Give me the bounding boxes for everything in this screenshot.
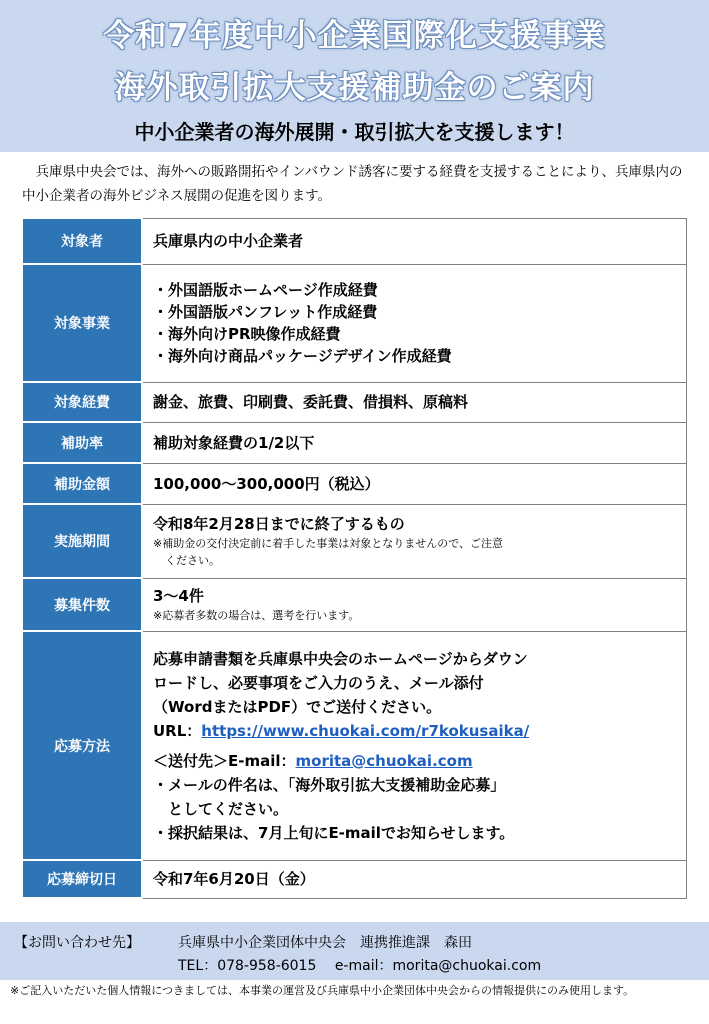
count-note: ※応募者多数の場合は、選考を行います。 <box>153 609 360 622</box>
label-target: 対象者 <box>22 218 142 264</box>
url-label: URL： <box>153 721 202 740</box>
value-method <box>142 631 687 860</box>
result-line: ・採択結果は、7月上旬にE-mailでお知らせします。 <box>153 823 515 842</box>
url-link[interactable]: https://www.chuokai.com/r7kokusaika/ <box>201 721 530 740</box>
count-text: 3〜4件 <box>153 587 204 605</box>
label-projects: 対象事業 <box>22 264 142 382</box>
value-target: 兵庫県内の中小企業者 <box>142 218 687 264</box>
table-row-target <box>22 218 687 264</box>
method-line-3: （WordまたはPDF）でご送付ください。 <box>153 697 442 716</box>
title-line-2: 海外取引拡大支援補助金のご案内 <box>114 70 595 106</box>
value-deadline: 令和7年6月20日（金） <box>142 860 687 898</box>
period-text: 令和8年2月28日までに終了するもの <box>153 515 405 533</box>
value-rate: 補助対象経費の1/2以下 <box>142 422 687 463</box>
period-note-1: ※補助金の交付決定前に着手した事業は対象となりませんので、ご注意 <box>153 537 503 550</box>
table-row-projects <box>22 264 687 382</box>
method-line-2: ロードし、必要事項をご入力のうえ、メール添付 <box>153 673 484 692</box>
label-count: 募集件数 <box>22 578 142 631</box>
label-rate: 補助率 <box>22 422 142 463</box>
subject-line-1: ・メールの件名は、「海外取引拡大支援補助金応募」 <box>153 775 506 794</box>
table-row-rate <box>22 422 687 463</box>
contact-band <box>0 922 709 980</box>
value-amount: 100,000〜300,000円（税込） <box>142 463 687 504</box>
project-item: ・外国語版パンフレット作成経費 <box>153 303 378 321</box>
table-row-count <box>22 578 687 631</box>
email-link[interactable]: morita@chuokai.com <box>295 751 473 770</box>
table-row-period <box>22 504 687 578</box>
table-row-expenses <box>22 382 687 422</box>
value-expenses: 謝金、旅費、印刷費、委託費、借損料、原稿料 <box>142 382 687 422</box>
subtitle: 中小企業者の海外展開・取引拡大を支援します！ <box>134 120 575 144</box>
label-expenses: 対象経費 <box>22 382 142 422</box>
info-table <box>21 217 687 899</box>
table-row-amount <box>22 463 687 504</box>
value-period <box>142 504 687 578</box>
project-item: ・海外向けPR映像作成経費 <box>153 325 341 343</box>
project-item: ・海外向け商品パッケージデザイン作成経費 <box>153 347 452 365</box>
email-row <box>153 749 676 773</box>
table-row-method <box>22 631 687 860</box>
title-line-1: 令和7年度中小企業国際化支援事業 <box>103 18 606 54</box>
header-band <box>0 0 709 152</box>
url-row <box>153 719 676 743</box>
send-label: ＜送付先＞E-mail： <box>153 751 296 770</box>
value-projects <box>142 264 687 382</box>
method-line-1: 応募申請書類を兵庫県中央会のホームページからダウン <box>153 649 528 668</box>
subject-line-2: としてください。 <box>153 799 289 818</box>
period-note-2: ください。 <box>165 554 220 567</box>
value-count <box>142 578 687 631</box>
label-period: 実施期間 <box>22 504 142 578</box>
label-amount: 補助金額 <box>22 463 142 504</box>
intro-text: 兵庫県中央会では、海外への販路開拓やインバウンド誘客に要する経費を支援することにより、兵庫県内の中小企業者の海外ビジネス展開の促進を図ります。 <box>22 164 683 204</box>
contact-heading: 【お問い合わせ先】 <box>14 935 140 951</box>
table-row-deadline <box>22 860 687 898</box>
privacy-footnote: ※ご記入いただいた個人情報につきましては、本事業の運営及び兵庫県中小企業団体中央会からの情報提供にのみ使用します。 <box>10 984 635 997</box>
label-method: 応募方法 <box>22 631 142 860</box>
contact-org: 兵庫県中小企業団体中央会 連携推進課 森田 <box>178 935 472 951</box>
label-deadline: 応募締切日 <box>22 860 142 898</box>
contact-phone: TEL：078-958-6015 e-mail：morita@chuokai.com <box>178 958 542 974</box>
project-item: ・外国語版ホームページ作成経費 <box>153 281 378 299</box>
